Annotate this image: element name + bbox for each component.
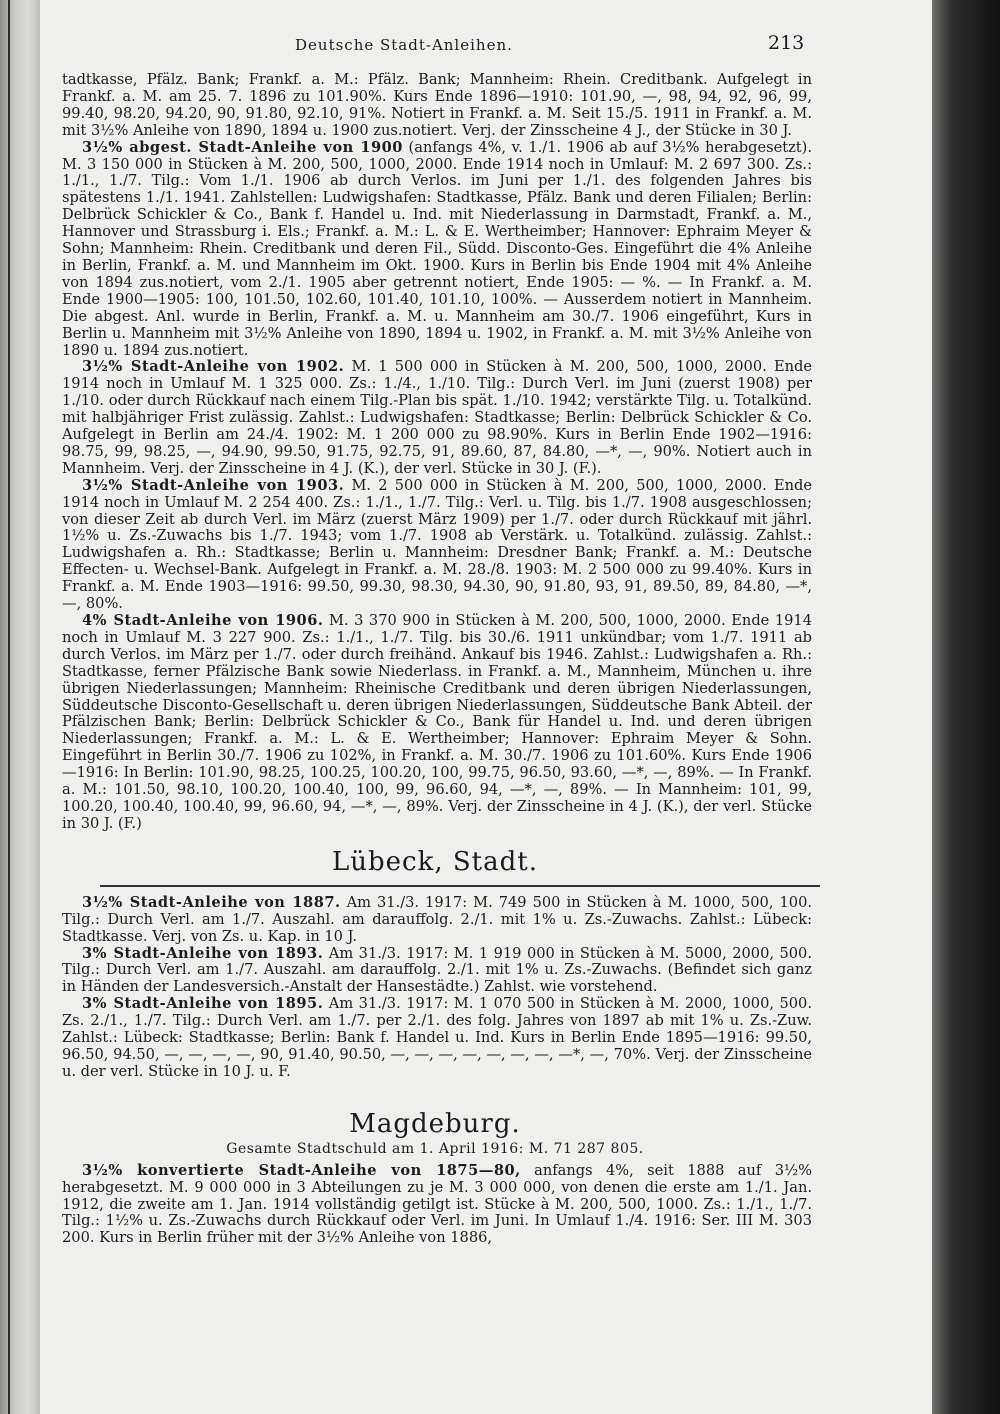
total-debt-line: Gesamte Stadtschuld am 1. April 1916: M. 71 287 805. bbox=[226, 1140, 644, 1157]
entry-heading: 3% Stadt-Anleihe von 1893. bbox=[82, 944, 324, 962]
entry-loan-1895 bbox=[40, 996, 830, 1081]
entry-continuation bbox=[40, 72, 830, 140]
page-number: 213 bbox=[768, 32, 805, 54]
entry-loan-1903 bbox=[40, 478, 830, 613]
entry-body: tadtkasse, Pfälz. Bank; Frankf. a. M.: Pfälz. Bank; Mannheim: Rhein. Creditbank. Aufgelegt in Frankf. a. M. am 25. 7. 1896 zu 101.90%. Kurs Ende 1896—1910: 101.90, —, 98, 94, 92, 96, 99, 99.40, 98.20, 94.20, 90, 91.80, 92.10, 91%. Notiert in Frankf. a. M. Seit 15./5. 1911 in Frankf. a. M. mit 3½% Anleihe von 1890, 1894 u. 1900 zus.notiert. Verj. der Zinsscheine 4 J., der Stücke in 30 J. bbox=[62, 71, 812, 139]
entry-body: Am 31./3. 1917: M. 749 500 in Stücken à M. 1000, 500, 100. Tilg.: Durch Verl. am 1./7. Auszahl. am darauffolg. 2./1. mit 1% u. Zs.-Zuwachs. Zahlst.: Lübeck: Stadtkasse. Verj. von Zs. u. Kap. in 10 J. bbox=[62, 893, 812, 945]
entry-body: M. 1 500 000 in Stücken à M. 200, 500, 1000, 2000. Ende 1914 noch in Umlauf M. 1 325 000. Zs.: 1./4., 1./10. Tilg.: Durch Verl. im Juni (zuerst 1908) per 1./10. oder durch Rückkauf nach einem Tilg.-Plan bis spät. 1./10. 1942; verstärkte Tilg. u. Totalkünd. mit halbjähriger Frist zulässig. Zahlst.: Ludwigshafen: Stadtkasse; Berlin: Delbrück Schickler & Co. Aufgelegt in Berlin am 24./4. 1902: M. 1 200 000 zu 98.90%. Kurs in Berlin Ende 1902—1916: 98.75, 99, 98.25, —, 94.90, 99.50, 91.75, 92.75, 91, 89.60, 87, 84.80, —*, —, 90%. Notiert auch in Mannheim. Verj. der Zinsscheine in 4 J. (K.), der verl. Stücke in 30 J. (F.). bbox=[62, 358, 812, 477]
gutter-edge bbox=[8, 0, 10, 1414]
heading-rule bbox=[100, 885, 820, 887]
entry-body: Am 31./3. 1917: M. 1 070 500 in Stücken à M. 2000, 1000, 500. Zs. 2./1., 1./7. Tilg.: Durch Verl. am 1./7. per 2./1. des folg. Jahres von 1897 ab mit 1% u. Zs.-Zuw. Zahlst.: Lübeck: Stadtkasse; Berlin: Bank f. Handel u. Ind. Kurs in Berlin Ende 1895—1916: 99.50, 96.50, 94.50, —, —, —, —, 90, 91.40, 90.50, —, —, —, —, —, —, —, —*, —, 70%. Verj. der Zinsscheine u. der verl. Stücke in 10 J. u. F. bbox=[62, 995, 812, 1080]
entry-body: M. 3 370 900 in Stücken à M. 200, 500, 1000, 2000. Ende 1914 noch in Umlauf M. 3 227 900. Zs.: 1./1., 1./7. Tilg. bis 30./6. 1911 unkündbar; vom 1./7. 1911 ab durch Verlos. im März per 1./7. oder durch freihänd. Ankauf bis 1946. Zahlst.: Ludwigshafen a. Rh.: Stadtkasse, ferner Pfälzische Bank sowie Niederlass. in Frankf. a. M., Mannheim, München u. ihre übrigen Niederlassungen; Mannheim: Rheinische Creditbank und deren übrigen Niederlassungen, Süddeutsche Disconto-Gesellschaft u. deren übrigen Niederlassungen, Süddeutsche Bank Abteil. der Pfälzischen Bank; Berlin: Delbrück Schickler & Co., Bank für Handel u. Ind. und deren übrigen Niederlassungen; Frankf. a. M.: L. & E. Wertheimber; Hannover: Ephraim Meyer & Sohn. Eingeführt in Berlin 30./7. 1906 zu 102%, in Frankf. a. M. 30./7. 1906 zu 101.60%. Kurs Ende 1906—1916: In Berlin: 101.90, 98.25, 100.25, 100.20, 100, 99.75, 96.50, 93.60, —*, —, 89%. — In Frankf. a. M.: 101.50, 98.10, 100.20, 100.40, 100, 99, 96.60, 94, —*, —, 89%. — In Mannheim: 101, 99, 100.20, 100.40, 100.40, 99, 96.60, 94, —*, —, 89%. Verj. der Zinsscheine in 4 J. (K.), der verl. Stücke in 30 J. (F.) bbox=[62, 612, 812, 832]
entry-heading: 3% Stadt-Anleihe von 1895. bbox=[82, 995, 324, 1013]
entry-loan-1887 bbox=[40, 895, 830, 946]
city-heading-luebeck: Lübeck, Stadt. bbox=[331, 846, 538, 877]
entry-heading: 3½% Stadt-Anleihe von 1902. bbox=[82, 358, 345, 376]
entry-loan-1906 bbox=[40, 613, 830, 833]
entry-heading: 3½% abgest. Stadt-Anleihe von 1900 bbox=[82, 138, 403, 156]
entry-heading: 3½% Stadt-Anleihe von 1903. bbox=[82, 476, 345, 494]
section-ludwigshafen bbox=[40, 72, 830, 833]
section-luebeck bbox=[40, 895, 830, 1081]
entry-body: Am 31./3. 1917: M. 1 919 000 in Stücken à M. 5000, 2000, 500. Tilg.: Durch Verl. am 1./7. Auszahl. am darauffolg. 2./1. mit 1% u. Zs.-Zuwachs. (Befindet sich ganz in Händen der Landesversich.-Anstalt der Hansestädte.) Zahlst. wie vorstehend. bbox=[62, 944, 812, 996]
entry-loan-1902 bbox=[40, 359, 830, 477]
section-magdeburg bbox=[40, 1163, 830, 1248]
entry-heading: 4% Stadt-Anleihe von 1906. bbox=[82, 612, 324, 629]
entry-converted-loan bbox=[40, 1163, 830, 1248]
city-heading-magdeburg: Magdeburg. bbox=[349, 1108, 521, 1139]
document-page bbox=[40, 0, 932, 1414]
running-title: Deutsche Stadt-Anleihen. bbox=[295, 36, 513, 54]
page-header bbox=[40, 32, 805, 58]
entry-body: anfangs 4%, seit 1888 auf 3½% herabgesetzt. M. 9 000 000 in 3 Abteilungen zu je M. 3 000 000, von denen die erste am 1./1. Jan. 1912, die zweite am 1. Jan. 1914 vollständig getilgt ist. Stücke à M. 200, 500, 1000. Zs.: 1./1., 1./7. Tilg.: 1½% u. Zs.-Zuwachs durch Rückkauf oder Verl. im Juni. In Umlauf 1./4. 1916: Ser. III M. 303 200. Kurs in Berlin früher mit der 3½% Anleihe von 1886, bbox=[62, 1161, 813, 1247]
entry-heading: 3½% konvertierte Stadt-Anleihe von 1875—80, bbox=[82, 1161, 521, 1179]
entry-loan-1900 bbox=[40, 140, 830, 360]
page-content bbox=[40, 72, 830, 1247]
entry-loan-1893 bbox=[40, 946, 830, 997]
entry-body: M. 2 500 000 in Stücken à M. 200, 500, 1000, 2000. Ende 1914 noch in Umlauf M. 2 254 400. Zs.: 1./1., 1./7. Tilg.: Verl. u. Tilg. bis 1./7. 1908 ausgeschlossen; von dieser Zeit ab durch Verl. im März (zuerst März 1909) per 1./7. oder durch Rückkauf mit jährl. 1½% u. Zs.-Zuwachs bis 1./7. 1943; vom 1./7. 1908 ab Verstärk. u. Totalkünd. zulässig. Zahlst.: Ludwigshafen a. Rh.: Stadtkasse; Berlin u. Mannheim: Dresdner Bank; Frankf. a. M.: Deutsche Effecten- u. Wechsel-Bank. Aufgelegt in Frankf. a. M. 28./8. 1903: M. 2 500 000 zu 99.40%. Kurs in Frankf. a. M. Ende 1903—1916: 99.50, 99.30, 98.30, 94.30, 90, 91.80, 93, 91, 89.50, 89, 84.80, —*, —, 80%. bbox=[62, 476, 812, 613]
entry-body: (anfangs 4%, v. 1./1. 1906 ab auf 3½% herabgesetzt). M. 3 150 000 in Stücken à M. 200, 500, 1000, 2000. Ende 1914 noch in Umlauf: M. 2 697 300. Zs.: 1./1., 1./7. Tilg.: Vom 1./1. 1906 ab durch Verlos. im Juni per 1./1. des folgenden Jahres bis spätestens 1./1. 1941. Zahlstellen: Ludwigshafen: Stadtkasse, Pfälz. Bank und deren Filialen; Berlin: Delbrück Schickler & Co., Bank f. Handel u. Ind. mit Niederlassung in Darmstadt, Frankf. a. M., Hannover und Strassburg i. Els.; Frankf. a. M.: L. & E. Wertheimber; Hannover: Ephraim Meyer & Sohn; Mannheim: Rhein. Creditbank und deren Fil., Südd. Disconto-Ges. Eingeführt die 4% Anleihe in Berlin, Frankf. a. M. und Mannheim im Okt. 1900. Kurs in Berlin bis Ende 1904 mit 4% Anleihe von 1894 zus.notiert, vom 2./1. 1905 aber getrennt notiert, Ende 1905: — %. — In Frankf. a. M. Ende 1900—1905: 100, 101.50, 102.60, 101.40, 101.10, 100%. — Ausserdem notiert in Mannheim. Die abgest. Anl. wurde in Berlin, Frankf. a. M. u. Mannheim am 30./7. 1906 eingeführt, Kurs in Berlin u. Mannheim mit 3½% Anleihe von 1890, 1894 u. 1902, in Frankf. a. M. mit 3½% Anleihe von 1890 u. 1894 zus.notiert. bbox=[62, 138, 812, 359]
entry-heading: 3½% Stadt-Anleihe von 1887. bbox=[82, 893, 341, 911]
book-gutter-left bbox=[0, 0, 40, 1414]
book-edge-right bbox=[932, 0, 1000, 1414]
